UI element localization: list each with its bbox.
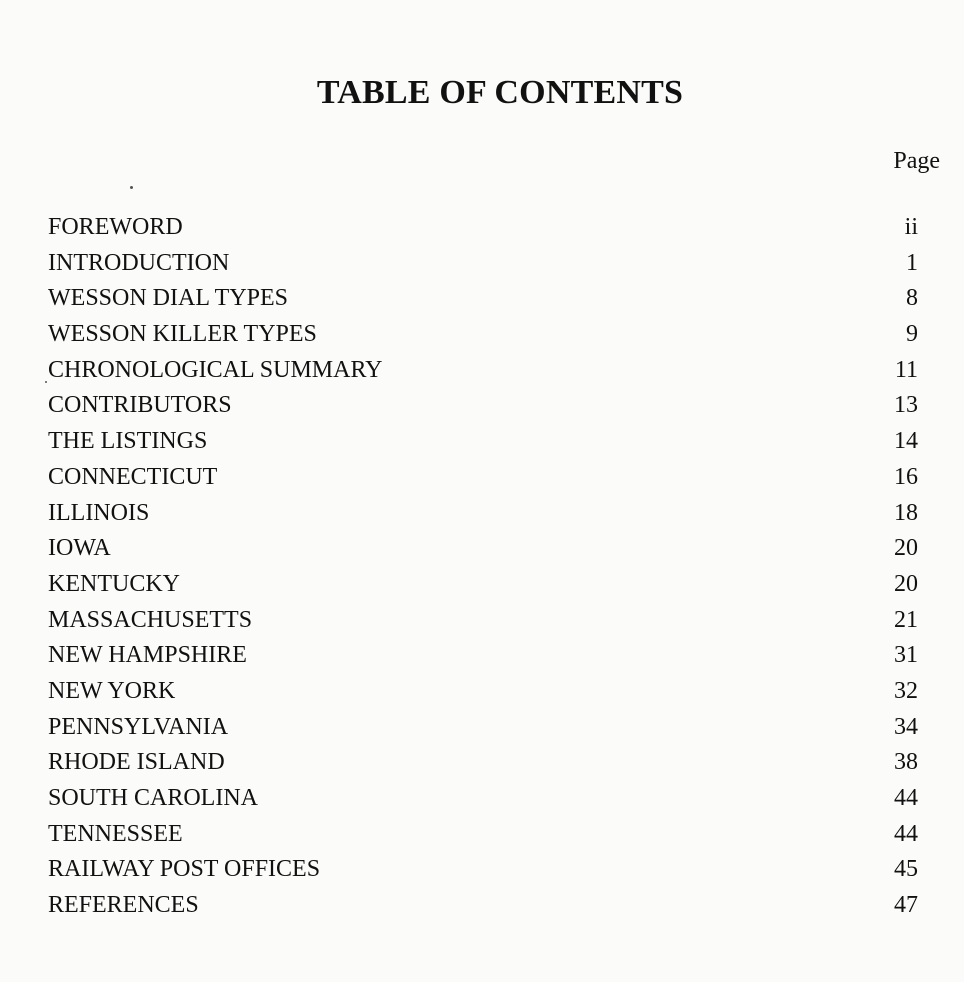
- toc-entry-row: [48, 817, 918, 853]
- toc-entry-row: [48, 710, 918, 746]
- toc-entry-page-number: 34: [894, 713, 918, 740]
- toc-entry-page-number: 18: [894, 499, 918, 526]
- toc-entry-page-number: 38: [894, 749, 918, 776]
- toc-entry-label: PENNSYLVANIA: [48, 713, 229, 740]
- toc-entry-page-number: 44: [894, 820, 918, 847]
- toc-entry-label: CHRONOLOGICAL SUMMARY: [48, 356, 383, 383]
- toc-entry-page-number: 47: [894, 892, 918, 919]
- toc-entry-page-number: 16: [894, 463, 918, 490]
- toc-entry-label: RAILWAY POST OFFICES: [48, 856, 321, 883]
- toc-entry-label: CONNECTICUT: [48, 463, 218, 490]
- toc-entry-row: [48, 388, 918, 424]
- table-of-contents-list: [48, 210, 918, 924]
- toc-entry-row: [48, 246, 918, 282]
- toc-entry-row: [48, 496, 918, 532]
- toc-entry-row: [48, 424, 918, 460]
- page-title: TABLE OF CONTENTS: [316, 74, 684, 111]
- toc-entry-page-number: 32: [894, 677, 918, 704]
- toc-entry-row: [48, 531, 918, 567]
- toc-entry-page-number: 11: [894, 356, 918, 383]
- toc-entry-row: [48, 674, 918, 710]
- toc-entry-label: TENNESSEE: [48, 820, 183, 847]
- toc-entry-page-number: 31: [894, 642, 918, 669]
- toc-entry-page-number: 20: [894, 570, 918, 597]
- toc-entry-row: [48, 281, 918, 317]
- toc-entry-row: [48, 210, 918, 246]
- toc-entry-label: IOWA: [48, 535, 111, 562]
- toc-entry-page-number: 45: [894, 856, 918, 883]
- toc-entry-page-number: ii: [904, 214, 918, 240]
- toc-entry-label: NEW HAMPSHIRE: [48, 642, 247, 669]
- toc-entry-page-number: 44: [894, 785, 918, 811]
- page-column-header: Page: [893, 148, 940, 174]
- toc-entry-label: NEW YORK: [48, 677, 176, 704]
- toc-entry-row: [48, 460, 918, 496]
- toc-entry-label: WESSON KILLER TYPES: [48, 321, 317, 348]
- print-speck: [130, 186, 133, 189]
- toc-entry-label: ILLINOIS: [48, 499, 150, 526]
- toc-entry-label: MASSACHUSETTS: [48, 606, 253, 633]
- toc-entry-row: [48, 638, 918, 674]
- print-speck: [45, 381, 47, 383]
- toc-entry-row: [48, 567, 918, 603]
- toc-entry-page-number: 13: [894, 392, 918, 419]
- toc-entry-row: [48, 852, 918, 888]
- toc-entry-page-number: 8: [906, 285, 918, 312]
- toc-entry-row: [48, 888, 918, 924]
- toc-entry-page-number: 21: [894, 606, 918, 633]
- toc-entry-label: THE LISTINGS: [48, 428, 208, 455]
- toc-entry-label: FOREWORD: [48, 214, 183, 240]
- toc-entry-label: CONTRIBUTORS: [48, 392, 232, 419]
- toc-entry-page-number: 1: [906, 249, 918, 276]
- toc-entry-row: [48, 353, 918, 389]
- toc-entry-row: [48, 745, 918, 781]
- toc-entry-row: [48, 317, 918, 353]
- toc-entry-page-number: 14: [894, 428, 918, 455]
- toc-entry-page-number: 20: [894, 535, 918, 562]
- toc-entry-label: KENTUCKY: [48, 570, 180, 597]
- toc-entry-label: INTRODUCTION: [48, 249, 230, 276]
- toc-entry-label: WESSON DIAL TYPES: [48, 285, 289, 312]
- toc-entry-label: SOUTH CAROLINA: [48, 785, 258, 811]
- toc-entry-page-number: 9: [906, 321, 918, 348]
- toc-entry-row: [48, 603, 918, 639]
- toc-entry-label: REFERENCES: [48, 892, 199, 919]
- toc-entry-row: [48, 781, 918, 817]
- toc-entry-label: RHODE ISLAND: [48, 749, 225, 776]
